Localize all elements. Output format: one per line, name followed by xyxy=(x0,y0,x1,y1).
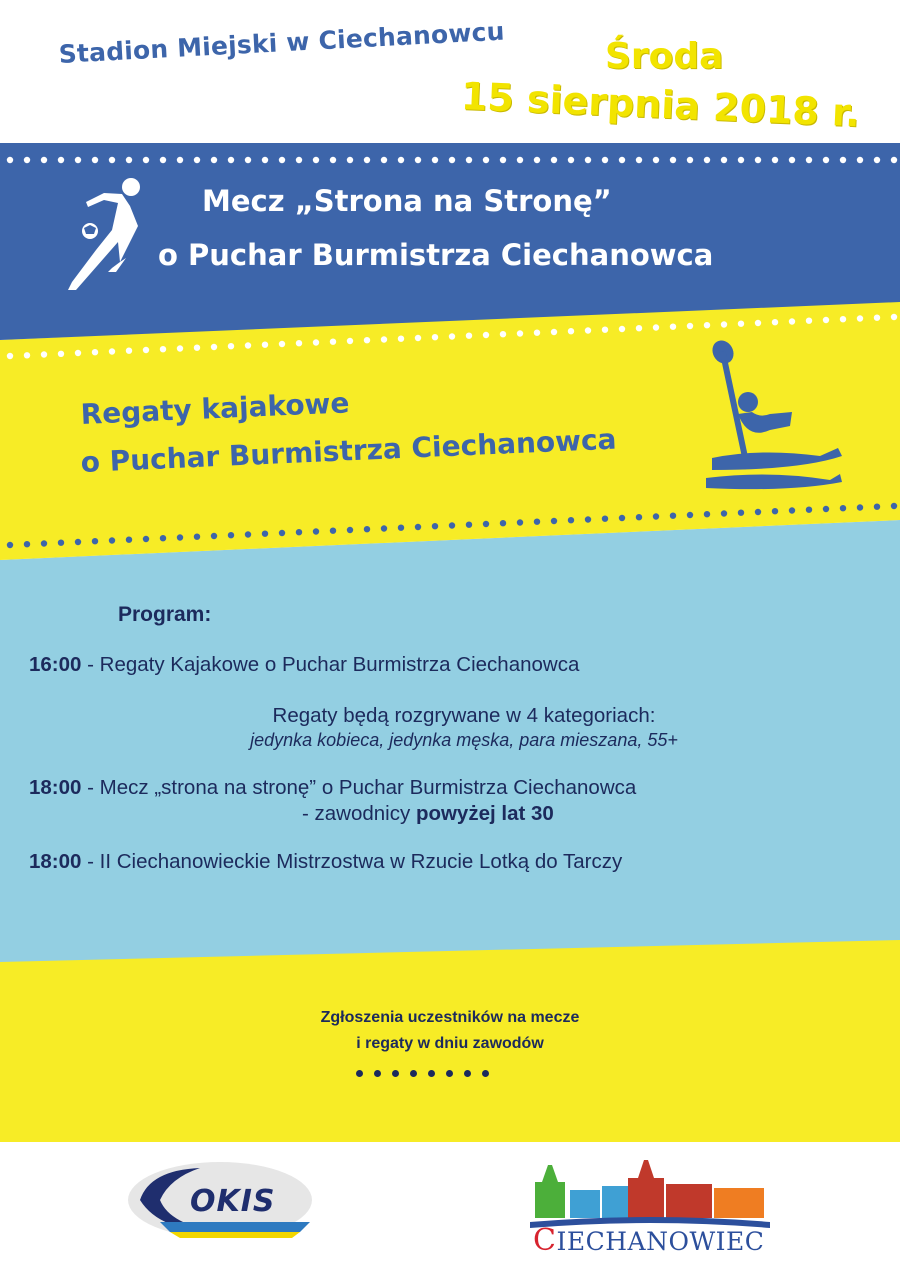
program-item-time: 18:00 xyxy=(29,850,82,873)
program-item-3 xyxy=(29,850,622,874)
city-name xyxy=(533,1223,764,1258)
program-item-text: - II Ciechanowieckie Mistrzostwa w Rzucie Lotką do Tarczy xyxy=(81,850,623,873)
program-item-time: 18:00 xyxy=(29,776,82,799)
registration-line2: i regaty w dniu zawodów xyxy=(356,1035,544,1052)
registration-note xyxy=(0,1005,900,1057)
match-title-line1: Mecz „Strona na Stronę” xyxy=(202,184,612,218)
event-date: 15 sierpnia 2018 r. xyxy=(460,74,861,136)
venue-title: Stadion Miejski w Ciechanowcu xyxy=(58,16,506,69)
program-item-text: - Mecz „strona na stronę” o Puchar Burmistrza Ciechanowca xyxy=(81,776,637,799)
program-item-time: 16:00 xyxy=(29,653,82,676)
players-prefix: - zawodnicy xyxy=(302,802,416,825)
categories-note: Regaty będą rozgrywane w 4 kategoriach: xyxy=(272,704,656,727)
categories-list: jedynka kobieca, jedynka męska, para mieszana, 55+ xyxy=(250,730,678,750)
event-day: Środa xyxy=(605,36,724,77)
program-item-2 xyxy=(29,776,636,800)
program-item-1 xyxy=(29,653,579,677)
players-age: powyżej lat 30 xyxy=(415,802,554,825)
city-name-rest: IECHANOWIEC xyxy=(556,1227,765,1256)
players-note xyxy=(302,802,554,826)
ciechanowiec-logo xyxy=(527,1155,775,1258)
decorative-dots xyxy=(356,1070,489,1077)
city-name-initial: C xyxy=(533,1223,557,1258)
match-title-line2: o Puchar Burmistrza Ciechanowca xyxy=(158,238,714,272)
program-item-text: - Regaty Kajakowe o Puchar Burmistrza Ciechanowca xyxy=(81,653,580,676)
okis-logo-text: OKIS xyxy=(190,1184,276,1219)
regatta-title-line1: Regaty kajakowe xyxy=(80,386,351,431)
okis-logo xyxy=(130,1162,310,1242)
registration-line1: Zgłoszenia uczestników na mecze xyxy=(320,1009,580,1026)
program-heading: Program: xyxy=(118,603,212,626)
regatta-title-line2: o Puchar Burmistrza Ciechanowca xyxy=(80,422,618,479)
